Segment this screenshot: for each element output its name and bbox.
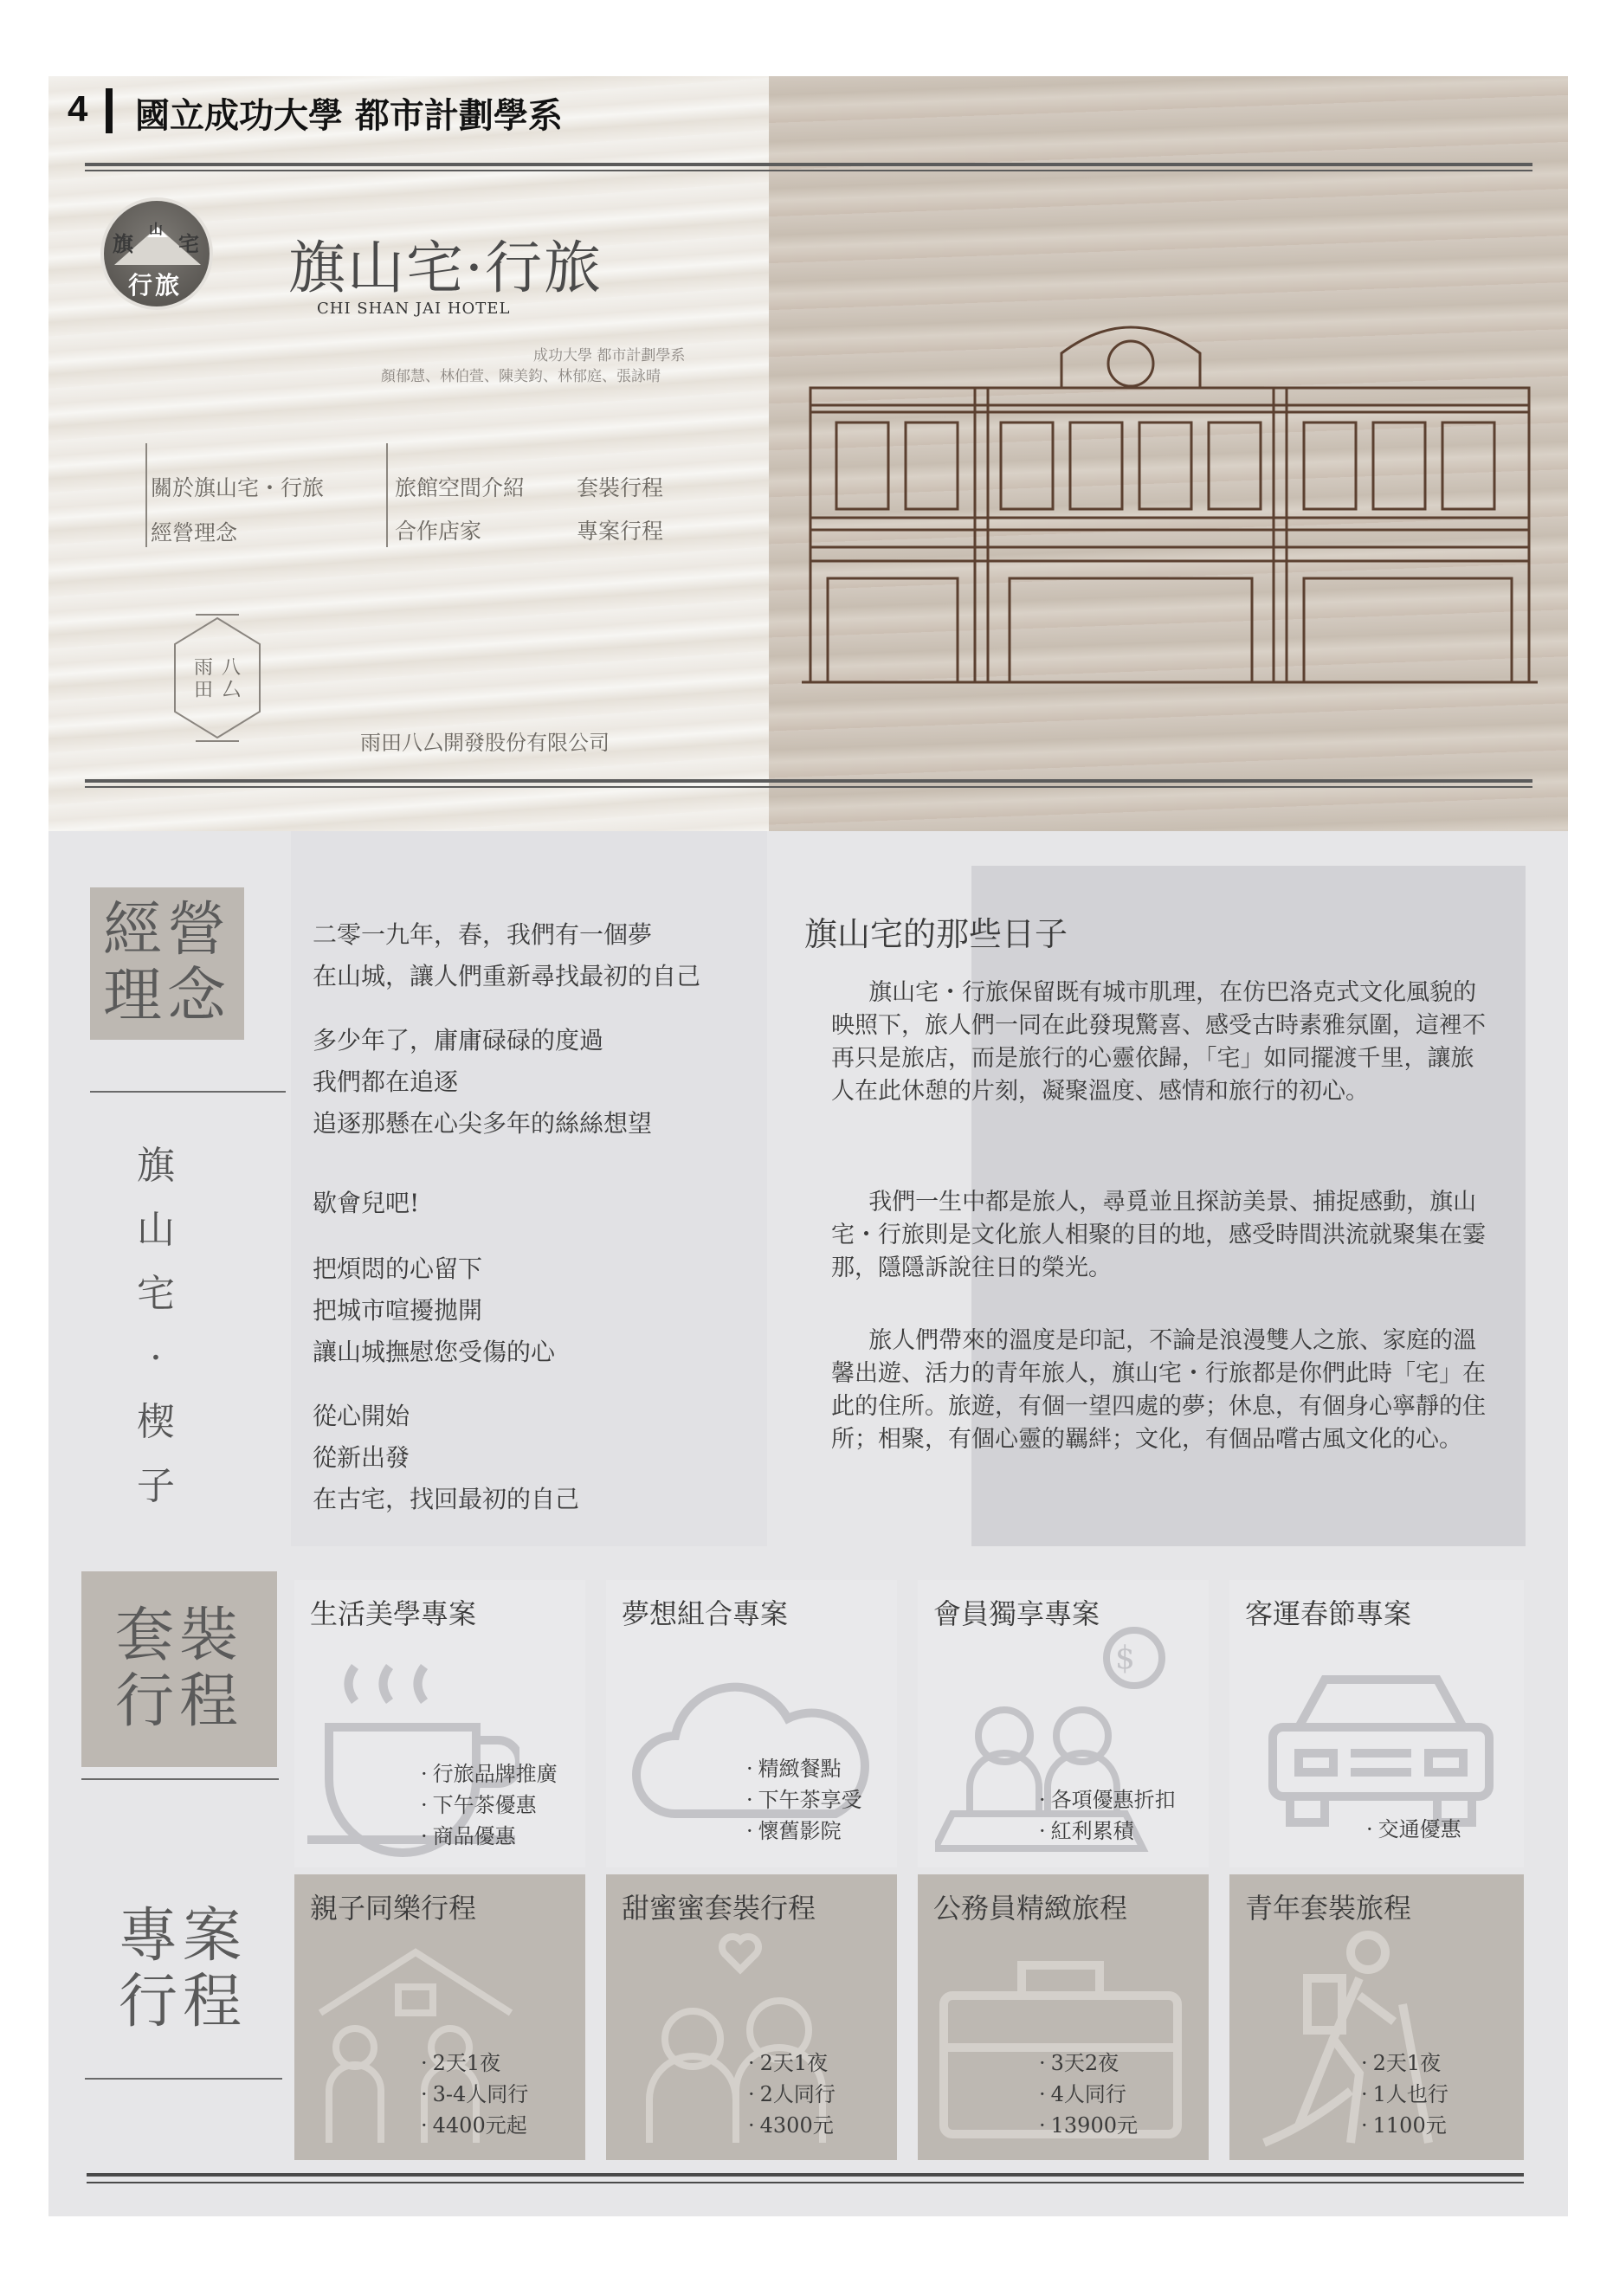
poem-line: 從新出發 xyxy=(313,1443,410,1472)
logo-subtitle: 行旅 xyxy=(128,271,183,300)
project-bullet: · 2人同行 xyxy=(748,2079,836,2110)
package-card-dream[interactable] xyxy=(606,1580,897,1867)
nav-projects[interactable]: 專案行程 xyxy=(577,519,664,544)
logo-char-1: 旗 xyxy=(113,231,133,256)
company-logo xyxy=(170,613,265,743)
packages-tile-line2: 行程 xyxy=(114,1667,243,1736)
package-bullet: · 懷舊影院 xyxy=(746,1816,862,1847)
project-card-youth[interactable] xyxy=(1229,1874,1524,2160)
nav-about[interactable]: 關於旗山宅・行旅 xyxy=(151,475,325,500)
packages-tile xyxy=(81,1571,277,1767)
hotel-title: 旗山宅·行旅 xyxy=(288,235,603,301)
package-title: 客運春節專案 xyxy=(1245,1597,1412,1630)
credit-authors: 顏郁慧、林伯萱、陳美鈞、林郁庭、張詠晴 xyxy=(381,368,661,385)
packages-tile-line1: 套裝 xyxy=(114,1601,243,1670)
project-card-civil[interactable] xyxy=(918,1874,1209,2160)
package-bullet: · 商品優惠 xyxy=(421,1821,558,1852)
philosophy-tile-line2: 理念 xyxy=(102,962,231,1030)
poem-line: 我們都在追逐 xyxy=(313,1067,459,1096)
projects-tile-line1: 專案 xyxy=(118,1901,247,1970)
hero-bottom-rule xyxy=(85,779,1532,788)
page-bottom-rule xyxy=(87,2173,1524,2183)
poem-line: 從心開始 xyxy=(313,1402,410,1430)
prologue-char: · xyxy=(150,1336,162,1380)
project-bullet: · 4400元起 xyxy=(421,2110,528,2141)
company-name: 雨田八厶開發股份有限公司 xyxy=(360,731,610,755)
poem-line: 歇會兒吧! xyxy=(313,1189,420,1217)
project-title: 親子同樂行程 xyxy=(310,1892,477,1925)
prologue-char: 宅 xyxy=(137,1272,175,1316)
poem-line: 在山城，讓人們重新尋找最初的自己 xyxy=(313,962,701,990)
package-bullet: · 下午茶優惠 xyxy=(421,1790,558,1821)
nav-spaces[interactable]: 旅館空間介紹 xyxy=(395,475,526,500)
package-bullet: · 精緻餐點 xyxy=(746,1753,862,1784)
package-title: 夢想組合專案 xyxy=(622,1597,789,1630)
poem-line: 二零一九年，春，我們有一個夢 xyxy=(313,920,653,949)
project-bullet: · 3-4人同行 xyxy=(421,2079,528,2110)
project-bullet: · 2天1夜 xyxy=(748,2048,836,2079)
poem-line: 把煩悶的心留下 xyxy=(313,1254,483,1283)
projects-tile-line2: 行程 xyxy=(118,1968,247,2036)
logo-char-2: 山 xyxy=(149,221,164,237)
project-card-couple[interactable] xyxy=(606,1874,897,2160)
philosophy-tile xyxy=(90,887,244,1040)
nav-divider-2 xyxy=(386,443,388,547)
poem-line: 追逐那懸在心尖多年的絲絲想望 xyxy=(313,1109,653,1138)
project-bullet: · 3天2夜 xyxy=(1039,2048,1138,2079)
package-bullet: · 行旅品牌推廣 xyxy=(421,1758,558,1790)
page-header xyxy=(48,80,1572,142)
company-mark-1: 雨 xyxy=(194,657,214,679)
project-bullet: · 4人同行 xyxy=(1039,2079,1138,2110)
project-title: 甜蜜蜜套裝行程 xyxy=(622,1892,816,1925)
package-title: 會員獨享專案 xyxy=(933,1597,1100,1630)
prologue-vertical-title xyxy=(130,1134,182,1519)
dollar-icon: $ xyxy=(1115,1641,1135,1676)
package-card-bus[interactable] xyxy=(1229,1580,1524,1867)
project-title: 青年套裝旅程 xyxy=(1245,1892,1412,1925)
poem-line: 讓山城撫慰您受傷的心 xyxy=(313,1338,556,1366)
package-title: 生活美學專案 xyxy=(310,1597,477,1630)
article-title: 旗山宅的那些日子 xyxy=(804,915,1068,953)
package-card-lifestyle[interactable] xyxy=(294,1580,585,1867)
hotel-logo xyxy=(100,197,213,310)
hotel-english-name: CHI SHAN JAI HOTEL xyxy=(317,300,511,318)
package-card-members[interactable] xyxy=(918,1580,1209,1867)
department-title: 國立成功大學 都市計劃學系 xyxy=(135,96,563,136)
prologue-char: 旗 xyxy=(137,1144,175,1188)
poem-line: 把城市喧擾拋開 xyxy=(313,1296,483,1325)
package-bullet: · 紅利累積 xyxy=(1039,1816,1176,1847)
project-bullet: · 4300元 xyxy=(748,2110,836,2141)
nav-philosophy[interactable]: 經營理念 xyxy=(151,520,238,545)
credit-school: 成功大學 都市計劃學系 xyxy=(533,347,686,364)
prologue-char: 楔 xyxy=(137,1400,175,1444)
logo-char-3: 宅 xyxy=(178,231,199,256)
company-mark-4: 厶 xyxy=(222,680,242,701)
article-paragraph: 旗山宅・行旅保留既有城市肌理，在仿巴洛克式文化風貌的映照下，旅人們一同在此發現驚喜、感受古時素雅氛圍，這裡不再只是旅店，而是旅行的心靈依歸，「宅」如同擺渡千里，讓旅人在此休憩的片刻，凝聚溫度、感情和旅行的初心。 xyxy=(831,979,1486,1105)
project-bullet: · 13900元 xyxy=(1039,2110,1138,2141)
package-bullet: · 各項優惠折扣 xyxy=(1039,1784,1176,1816)
hero-banner xyxy=(48,76,1568,831)
company-hexagon-icon xyxy=(170,613,265,743)
package-bullet: · 交通優惠 xyxy=(1366,1814,1461,1845)
company-mark-2: 八 xyxy=(222,657,242,679)
hero-top-rule xyxy=(85,163,1532,171)
project-bullet: · 2天1夜 xyxy=(1361,2048,1448,2079)
poem-line: 多少年了，庸庸碌碌的度過 xyxy=(313,1026,604,1054)
project-bullet: · 1人也行 xyxy=(1361,2079,1448,2110)
article-paragraph: 旅人們帶來的溫度是印記，不論是浪漫雙人之旅、家庭的溫馨出遊、活力的青年旅人，旗山宅・行旅都是你們此時「宅」在此的住所。旅遊，有個一望四處的夢；休息，有個身心寧靜的住所；相聚，有個心靈的羈絆；文化，有個品嚐古風文化的心。 xyxy=(831,1327,1486,1453)
nav-packages[interactable]: 套裝行程 xyxy=(577,475,664,500)
prologue-char: 山 xyxy=(137,1208,175,1252)
article-paragraph: 我們一生中都是旅人，尋覓並且探訪美景、捕捉感動，旗山宅・行旅則是文化旅人相聚的目的地，感受時間洪流就聚集在霎那，隱隱訴說往日的榮光。 xyxy=(831,1189,1486,1281)
page-number-divider xyxy=(106,88,113,133)
philosophy-tile-line1: 經營 xyxy=(102,895,231,964)
car-icon xyxy=(1264,1667,1498,1831)
company-mark-3: 田 xyxy=(194,680,214,701)
projects-underline xyxy=(85,2078,282,2080)
poem-line: 在古宅，找回最初的自己 xyxy=(313,1485,580,1513)
project-title: 公務員精緻旅程 xyxy=(933,1892,1128,1925)
projects-tile xyxy=(85,1870,281,2069)
project-card-family[interactable] xyxy=(294,1874,585,2160)
project-bullet: · 1100元 xyxy=(1361,2110,1448,2141)
baroque-building-illustration xyxy=(802,301,1538,691)
packages-underline xyxy=(81,1778,279,1780)
prologue-char: 子 xyxy=(137,1464,175,1508)
page-number: 4 xyxy=(68,88,88,129)
nav-partners[interactable]: 合作店家 xyxy=(395,519,482,544)
nav-divider-1 xyxy=(145,443,147,547)
project-bullet: · 2天1夜 xyxy=(421,2048,528,2079)
package-bullet: · 下午茶享受 xyxy=(746,1784,862,1816)
philosophy-underline xyxy=(90,1091,286,1093)
